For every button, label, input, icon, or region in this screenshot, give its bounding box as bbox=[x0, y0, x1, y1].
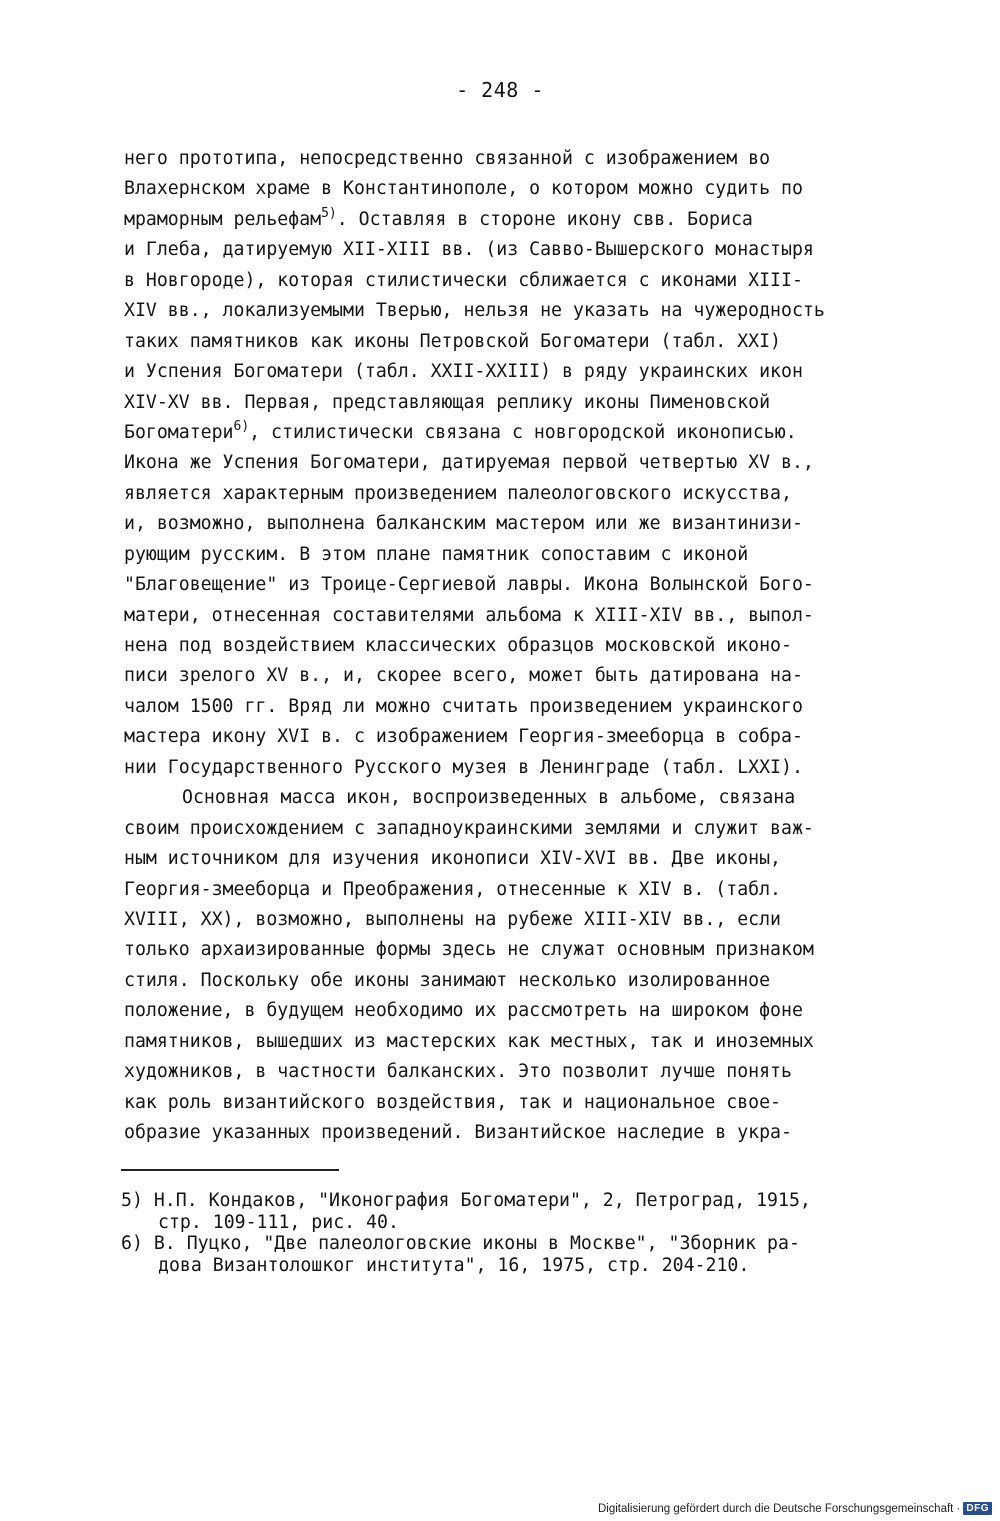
body-line: Влахернском храме в Константинополе, о котором можно судить по bbox=[124, 178, 803, 200]
digitization-footer bbox=[598, 1502, 992, 1515]
footnote-marker: 5) bbox=[121, 1190, 143, 1211]
dfg-logo: DFG bbox=[963, 1502, 992, 1515]
body-line: и Глеба, датируемую XII-XIII вв. (из Савво-Вышерского монастыря bbox=[124, 239, 814, 261]
body-line: мастера икону XVI в. с изображением Георгия-змееборца в собра- bbox=[124, 726, 803, 748]
body-line: "Благовещение" из Троице-Сергиевой лавры. Икона Волынской Бого- bbox=[124, 574, 814, 596]
footnote-mark-6: 6) bbox=[233, 418, 250, 434]
body-line: XIV вв., локализуемыми Тверью, нельзя не указать на чужеродность bbox=[124, 300, 825, 322]
footnote-line: стр. 109-111, рис. 40. bbox=[158, 1211, 399, 1233]
body-line bbox=[124, 205, 924, 235]
body-line: положение, в будущем необходимо их рассмотреть на широком фоне bbox=[124, 1000, 803, 1022]
footnote-line bbox=[121, 1233, 921, 1255]
footer-text: Digitalisierung gefördert durch die Deutsche Forschungsgemeinschaft · bbox=[597, 1502, 961, 1515]
body-line: рующим русским. В этом плане памятник сопоставим с иконой bbox=[124, 543, 749, 565]
body-line: Икона же Успения Богоматери, датируемая первой четвертью XV в., bbox=[124, 452, 814, 474]
body-line: художников, в частности балканских. Это позволит лучше понять bbox=[124, 1061, 792, 1083]
footnote-6 bbox=[121, 1233, 921, 1276]
body-line-start: Богоматери bbox=[124, 421, 234, 443]
body-line-start: мраморным рельефам bbox=[124, 208, 322, 230]
footnote-text: Н.П. Кондаков, "Иконография Богоматери", 2, Петроград, 1915, bbox=[153, 1190, 811, 1211]
body-line: и Успения Богоматери (табл. XXII-XXIII) в ряду украинских икон bbox=[124, 361, 803, 383]
body-line: него прототипа, непосредственно связанной с изображением во bbox=[124, 148, 771, 169]
body-line: чалом 1500 гг. Вряд ли можно считать произведением украинского bbox=[124, 695, 803, 717]
body-line: нена под воздействием классических образцов московской иконо- bbox=[124, 635, 792, 656]
body-line-end: . Оставляя в стороне икону свв. Бориса bbox=[336, 208, 753, 230]
paragraph-start-line: Основная масса икон, воспроизведенных в альбоме, связана bbox=[182, 787, 796, 809]
page-number: - 248 - bbox=[456, 78, 544, 102]
footnote-line bbox=[121, 1190, 921, 1212]
body-line: ным источником для изучения иконописи XIV-XVI вв. Две иконы, bbox=[124, 848, 781, 870]
body-line: памятников, вышедших из мастерских как местных, так и иноземных bbox=[124, 1030, 814, 1052]
footnote-line: дова Византолошког института", 16, 1975, стр. 204-210. bbox=[158, 1254, 750, 1276]
footnote-marker: 6) bbox=[121, 1233, 143, 1255]
body-line: матери, отнесенная составителями альбома к XIII-XIV вв., выпол- bbox=[124, 604, 814, 626]
body-line: XVIII, XX), возможно, выполнены на рубеже XIII-XIV вв., если bbox=[124, 908, 781, 930]
body-line: образие указанных произведений. Византийское наследие в укра- bbox=[124, 1122, 792, 1143]
body-line: своим происхождением с западноукраинскими землями и служит важ- bbox=[124, 817, 814, 839]
body-line: стиля. Поскольку обе иконы занимают несколько изолированное bbox=[124, 969, 771, 991]
body-line: и, возможно, выполнена балканским мастером или же византинизи- bbox=[124, 513, 803, 535]
body-line: в Новгороде), которая стилистически сближается с иконами XIII- bbox=[124, 269, 803, 291]
body-line: является характерным произведением палеологовского искусства, bbox=[124, 482, 792, 504]
body-line: Георгия-змееборца и Преображения, отнесенные к XIV в. (табл. bbox=[124, 878, 781, 900]
footnote-5 bbox=[121, 1190, 921, 1233]
body-line: как роль византийского воздействия, так и национальное свое- bbox=[124, 1091, 781, 1113]
footnote-divider bbox=[121, 1169, 339, 1171]
body-line: XIV-XV вв. Первая, представляющая реплику иконы Пименовской bbox=[124, 391, 771, 413]
body-line: писи зрелого XV в., и, скорее всего, может быть датирована на- bbox=[124, 665, 803, 687]
footnote-text: В. Пуцко, "Две палеологовские иконы в Москве", "Зборник ра- bbox=[153, 1233, 800, 1255]
body-line: таких памятников как иконы Петровской Богоматери (табл. XXI) bbox=[124, 330, 781, 352]
body-line: нии Государственного Русского музея в Ленинграде (табл. LXXI). bbox=[124, 756, 803, 778]
body-line-end: , стилистически связана с новгородской иконописью. bbox=[249, 421, 797, 443]
body-line: только архаизированные формы здесь не служат основным признаком bbox=[124, 939, 814, 961]
body-text bbox=[124, 144, 924, 1148]
footnotes bbox=[121, 1190, 921, 1276]
footnote-mark-5: 5) bbox=[321, 205, 337, 221]
body-line bbox=[124, 418, 924, 448]
